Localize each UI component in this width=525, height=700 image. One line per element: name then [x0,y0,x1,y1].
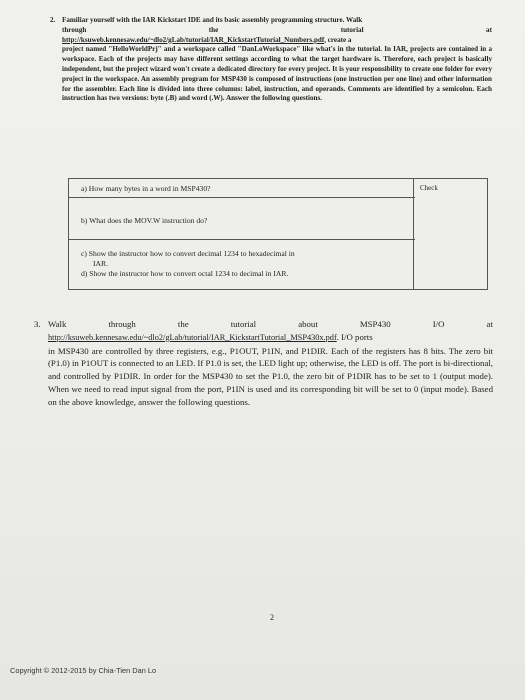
word: at [486,319,493,329]
word: at [486,25,492,34]
question-2-number: 2. [50,16,56,24]
word: through [108,319,136,329]
question-d: d) Show the instructor how to convert octal 1234 to decimal in IAR. [81,269,289,278]
question-table [68,178,488,290]
question-3-number: 3. [34,319,41,329]
question-a: a) How many bytes in a word in MSP430? [81,184,211,193]
question-2 [50,16,492,104]
word: I/O [432,319,445,329]
link-suffix: . I/O ports [336,331,373,342]
word: through [62,25,87,34]
question-3-line1 [48,318,493,331]
question-2-body: project named "HelloWorldPrj" and a workspace called "DanLoWorkspace" like what's in the tutorial. In IAR, projects are contained in a workspace. Each of the projects may have different settings according to what the target hardware is. Therefore, each project is basically independent, but the project wizard won't create a dedicated directory for every project. It is your responsibility to create one folder for every project in the workspace. An assembly program for MSP430 is composed of instructions (one instruction per one line) and other information for the assembler. Each line is divided into three columns: label, instruction, and operands. Comments are identified by a semicolon. Each instruction has two versions: byte (.B) and word (.W). Answer the following questions. [62,45,492,103]
word: MSP430 [359,319,391,329]
word: Walk [48,319,67,329]
question-3-body: in MSP430 are controlled by three registers, e.g., P1OUT, P1IN, and P1DIR. Each of the registers has 8 bits. The zero bit (P1.0) in P1OUT is connected to an LED. If P1.0 is set, the LED light up; otherwise, the LED is off. The port is bi-directional, and controlled by P1DIR. In order for the MSP430 to set the P1.0, the zero bit of P1DIR has to be set to 1 (output mode). When we need to read input signal from the port, P1IN is used and its corresponding bit will be set to 0 (input mode). Based on the above knowledge, answer the following questions. [48,345,493,407]
word: the [208,25,219,34]
check-label: Check [420,184,438,192]
word: tutorial [340,25,364,34]
question-2-line3 [62,36,492,46]
question-c-cont: IAR. [93,259,108,268]
page-number: 2 [270,613,274,622]
word: the [177,319,189,329]
copyright-notice: Copyright © 2012-2015 by Chia-Tien Dan Lo [10,666,157,675]
question-2-line1: Familiar yourself with the IAR Kickstart IDE and its basic assembly programming structure. Walk [62,16,363,24]
question-c: c) Show the instructor how to convert decimal 1234 to hexadecimal in [81,249,295,258]
row-divider [69,239,415,240]
tutorial-link[interactable]: http://ksuweb.kennesaw.edu/~dlo2/gLab/tutorial/IAR_KickstartTutorial_Numbers.pdf [62,35,325,44]
question-b: b) What does the MOV.W instruction do? [81,216,208,225]
check-column [413,179,487,289]
link-suffix: , create a [324,35,352,44]
question-3 [34,318,493,409]
msp430-tutorial-link[interactable]: http://ksuweb.kennesaw.edu/~dlo2/gLab/tutorial/IAR_KickstartTutorial_MSP430x.pdf [48,332,337,342]
question-2-line2 [62,26,492,36]
word: tutorial [230,319,257,329]
question-3-line2 [48,331,493,345]
row-divider [69,197,415,198]
word: about [298,319,318,329]
